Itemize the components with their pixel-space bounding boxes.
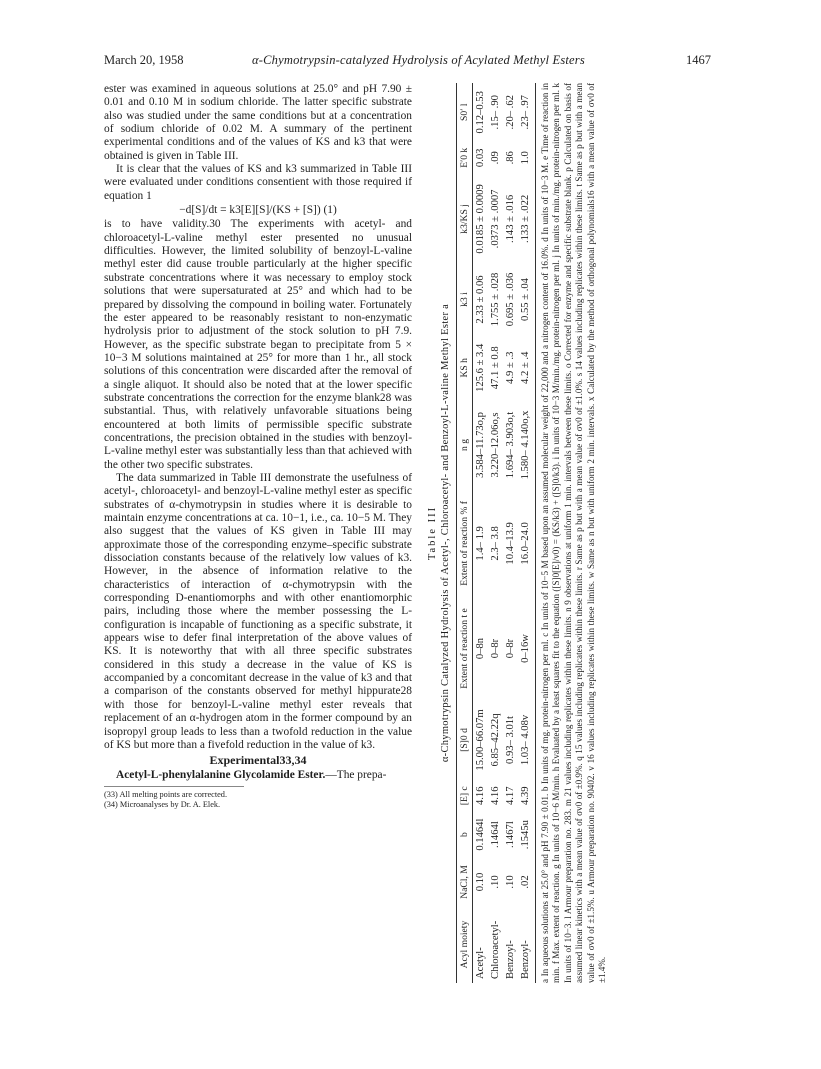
table-cell: 15.00–66.07m [475, 709, 486, 771]
table-cell: 0.55 ± .04 [518, 264, 536, 335]
table-cell: 0.10 [475, 872, 486, 892]
header-cell: Extent of reaction % f [457, 490, 473, 598]
table-cell: Acetyl- [475, 947, 486, 979]
paragraph-1: ester was examined in aqueous solutions at 25.0° and pH 7.90 ± 0.01 and 0.10 M in sodium chloride. The latter specific substrate also was studied under the same conditions but at a concentration of sodium chloride of 0.02 M. A summary of the pertinent experimental conditions and of the values of KS and k3 that were obtained is given in Table III. [104, 83, 412, 162]
paragraph-3: is to have validity.30 The experiments with acetyl- and chloroacetyl-L-valine methyl ester presented no unusual difficulties. However, the limited solubility of benzoyl-L-valine methyl ester did cause trouble particularly at the higher specific substrate concentrations where it was necessary to employ stock solutions that were supersaturated at 25° and which had to be prepared by dissolving the compound in boiling water. Fortunately the ester appeared to be reasonably resistant to non-enzymatic hydrolysis prior to adjustment of the stock solution to pH 7.9. However, as the specific substrate began to precipitate from 5 × 10−3 M solutions maintained at 25° for more than 1 hr., all stock solutions of this concentration were discarded after the removal of a single aliquot. It should also be noted that at the lower specific substrate concentrations the correction for the enzyme blank28 was substantial. Thus, with relatively unfavorable situations being encountered at both limits of permissible specific substrate concentrations, the precision obtained in the studies with benzoyl-L-valine methyl ester was substantially less than that achieved with the other two specific substrates. [104, 218, 412, 471]
table-cell: .133 ± .022 [518, 174, 536, 264]
header-cell: [E] c [457, 780, 473, 811]
table-cell: .10 [505, 875, 516, 889]
table-cell: 0–8r [505, 638, 516, 659]
table-cell: Benzoyl- [505, 940, 516, 979]
header-cell: KS h [457, 335, 473, 400]
experimental-paragraph [104, 769, 412, 782]
table-cell: 0–8r [490, 638, 501, 659]
experimental-run-in-title: Acetyl-L-phenylalanine Glycolamide Ester. [116, 768, 326, 781]
table-cell: .02 [518, 858, 536, 906]
footnote-33: (33) All melting points are corrected. [104, 789, 228, 799]
table-cell: 0.12–0.53 [475, 91, 486, 134]
running-header [104, 53, 711, 73]
footnote-34: (34) Microanalyses by Dr. A. Elek. [104, 800, 221, 810]
table-cell: .23– .97 [518, 83, 536, 142]
table-cell: 4.39 [518, 780, 536, 811]
table-caption: α-Chymotrypsin Catalyzed Hydrolysis of Acetyl-, Chloroacetyl- and Benzoyl-L-valine Methyl Ester a [440, 303, 451, 763]
table-header-row [457, 83, 473, 983]
table-cell: 0.93– 3.01t [505, 716, 516, 764]
table-cell: .10 [490, 875, 501, 889]
table-cell: .1464l [490, 821, 501, 849]
table-cell: 1.0 [518, 142, 536, 174]
header-cell: NaCl, M [457, 858, 473, 906]
data-table [456, 83, 536, 983]
header-cell: E′0 k [457, 142, 473, 174]
table-region [424, 83, 724, 983]
rotated-table-block [424, 83, 724, 983]
left-column-text [104, 83, 412, 811]
table-cell: Benzoyl- [518, 906, 536, 983]
header-cell: S0′ l [457, 83, 473, 142]
table-cell: 1.03– 4.08v [518, 700, 536, 780]
table-row [488, 83, 503, 983]
table-cell: 0.0185 ± 0.0009 [475, 184, 486, 254]
table-cell: 2.33 ± 0.06 [475, 275, 486, 324]
header-date: March 20, 1958 [104, 53, 184, 67]
table-cell: 4.9 ± .3 [505, 351, 516, 384]
table-cell: 4.2 ± .4 [518, 335, 536, 400]
experimental-heading: Experimental33,34 [209, 753, 307, 768]
table-row [473, 83, 489, 983]
table-cell: 0–16w [518, 597, 536, 700]
header-cell: Extent of reaction t e [457, 597, 473, 700]
table-cell: .1467l [505, 821, 516, 849]
page-number: 1467 [686, 53, 711, 67]
table-cell: 0–8n [475, 637, 486, 660]
table-cell: .1545u [518, 811, 536, 858]
header-cell: b [457, 811, 473, 858]
table-cell: 125.6 ± 3.4 [475, 343, 486, 392]
table-cell: .15– .90 [490, 95, 501, 130]
table-cell: 47.1 ± 0.8 [490, 346, 501, 390]
table-label: Table III [427, 505, 438, 561]
table-cell: .143 ± .016 [505, 194, 516, 244]
table-cell: .09 [490, 151, 501, 165]
paragraph-4: The data summarized in Table III demonstrate the usefulness of acetyl-, chloroacetyl- and benzoyl-L-valine methyl ester as specific substrates of α-chymotrypsin in studies where it is desirable to maintain enzyme concentrations at ca. 10−1, i.e., ca. 10−5 M. They also suggest that the values of KS given in Table III may approximate those of the corresponding enzyme–specific substrate dissociation constants because of the relatively low values of k3. However, in the absence of information relative to the characteristics of interaction of α-chymotrypsin with the corresponding D-enantiomorphs and with other enantiomorphic pairs, including those where the member possessing the L-configuration is incapable of functioning as a specific substrate, it appears wise to defer final interpretation of the above values of KS. It is noteworthy that with all three specific substrates considered in this study a decrease in the value of KS is accompanied by a concomitant decrease in the value of k3 and that a comparison of the constants observed for methyl hippurate28 with those for benzoyl-L-valine methyl ester reveals that replacement of an α-hydrogen atom in the former compound by an isopropyl group leads to less than a twofold reduction in the value of KS but more than a fivefold reduction in the value of k3. [104, 471, 412, 751]
table-cell: 2.3– 3.8 [490, 526, 501, 561]
header-title: α-Chymotrypsin-catalyzed Hydrolysis of Acylated Methyl Esters [252, 53, 585, 67]
table-cell: 4.16 [490, 786, 501, 806]
footnotes [104, 786, 244, 811]
table-cell: .0373 ± .0007 [490, 189, 501, 249]
header-cell: Acyl moiety [457, 906, 473, 983]
equation-1: −d[S]/dt = k3[E][S]/(KS + [S]) (1) [179, 204, 337, 217]
table-cell: 4.17 [505, 786, 516, 806]
table-row [518, 83, 536, 983]
header-cell: n g [457, 400, 473, 489]
experimental-text: —The prepa- [325, 768, 387, 781]
table-cell: 1.755 ± .028 [490, 272, 501, 327]
table-cell: 1.580– 4.140o,x [518, 400, 536, 489]
table-cell: 3.220–12.06o,s [490, 412, 501, 478]
table-cell: Chloroacetyl- [490, 920, 501, 979]
header-cell: k3 i [457, 264, 473, 335]
table-row [503, 83, 518, 983]
table-cell: 4.16 [475, 786, 486, 806]
table-cell: 16.0–24.0 [518, 490, 536, 598]
table-cell: 1.694– 3.903o,t [505, 411, 516, 479]
table-cell: .20– .62 [505, 95, 516, 130]
table-cell: 0.1464l [475, 818, 486, 851]
table-cell: 10.4–13.9 [505, 522, 516, 565]
table-footnotes: a In aqueous solutions at 25.0° and pH 7.90 ± 0.01. b In units of mg. protein-nitrogen per ml. c In units of 10−5 M based upon an assumed molecular weight of 22,000 and a nitrogen content of 16.0%. d In units of 10−3 M. e Time of reaction in min. f Max. extent of reaction. g In units of 10−6 M/min. h Evaluated by a least squares fit to the equation ([S]0[E]/v0) = (KS/k3) + ([S]0/k3). i In units of 10−3 M/min./mg. protein-nitrogen per ml. j In units of min./mg. protein-nitrogen per ml. k In units of 10−3. l Armour preparation no. 283. m 21 values including replicates within these limits. n 9 observations at uniform 1 min. intervals between these limits. o Corrected for enzyme and specific substrate blank. p Calculated on basis of assumed linear kinetics with a mean value of σv0 of ±0.9%. q 15 values including replicates within these limits. r Same as p but with a mean value of σv0 of ±1.0%. s 14 values including replicates within these limits. t Same as p but with a mean value of σv0 of ±1.5%. u Armour preparation no. 90402. v 16 values including replicates within these limits. w Same as n but with uniform 2 min. intervals. x Calculated by the method of orthogonal polynomials16 with a mean value of σv0 of ±1.4%. [540, 83, 608, 983]
header-cell: [S]0 d [457, 700, 473, 780]
paragraph-2: It is clear that the values of KS and k3 summarized in Table III were evaluated under conditions consentient with those required if equation 1 [104, 163, 412, 202]
table-cell: 6.85–42.22q [490, 713, 501, 767]
table-cell: 1.4– 1.9 [475, 526, 486, 561]
table-cell: 0.03 [475, 148, 486, 168]
table-cell: .86 [505, 151, 516, 165]
table-cell: 3.584–11.73o,p [475, 412, 486, 478]
header-cell: k3/KS j [457, 174, 473, 264]
table-cell: 0.695 ± .036 [505, 272, 516, 327]
